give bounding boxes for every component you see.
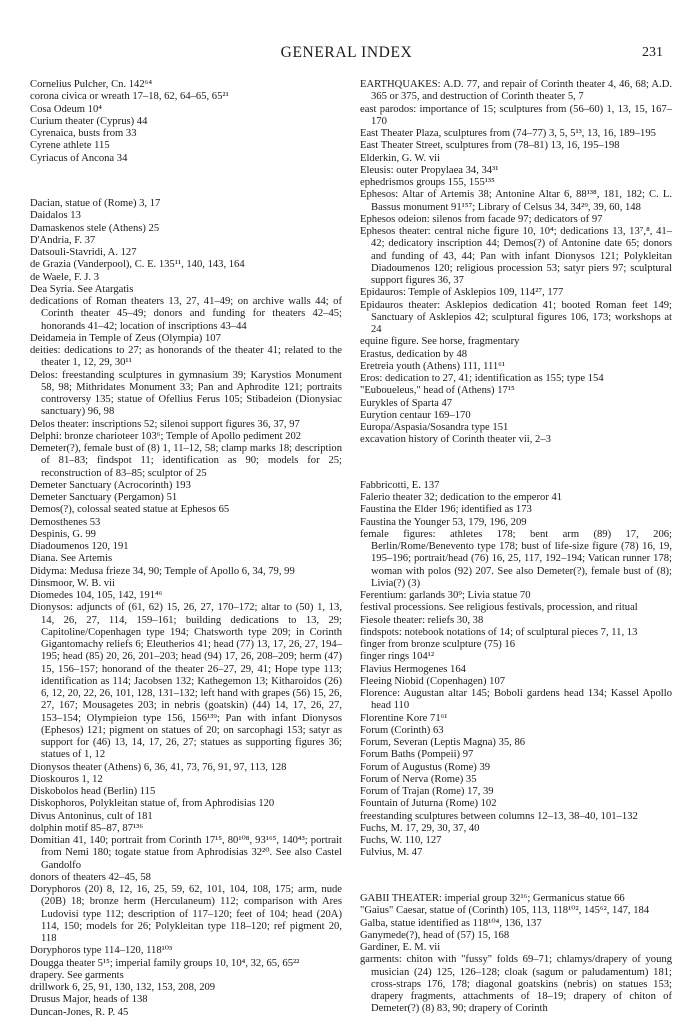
index-entry: Forum of Augustus (Rome) 39 xyxy=(360,761,491,773)
index-entry: finger from bronze sculpture (75) 16 xyxy=(360,639,516,651)
index-entry: Diskophoros, Polykleitan statue of, from Aphrodisias 120 xyxy=(30,798,275,810)
index-entry: Demosthenes 53 xyxy=(30,516,101,528)
index-entry: Cornelius Pulcher, Cn. 142⁶⁴ xyxy=(30,79,153,90)
index-entry: Cyrenaica, busts from 33 xyxy=(30,128,137,139)
index-entry: Divus Antoninus, cult of 181 xyxy=(30,810,153,822)
index-entry: Deidameia in Temple of Zeus (Olympia) 107 xyxy=(30,332,221,344)
index-entry: Cyriacus of Ancona 34 xyxy=(30,152,128,164)
index-entry: East Theater Plaza, sculptures from (74–77) 3, 5, 5¹³, 13, 16, 189–195 xyxy=(360,128,656,139)
index-entry: Doryphoros type 114–120, 118¹⁰³ xyxy=(30,945,173,957)
index-entry: Cyrene athlete 115 xyxy=(30,140,110,152)
index-entry: Eurytion centaur 169–170 xyxy=(360,409,471,421)
index-entry: Diskobolos head (Berlin) 115 xyxy=(30,786,156,798)
index-column-left xyxy=(30,79,342,1019)
index-entry: corona civica or wreath 17–18, 62, 64–65, 65²¹ xyxy=(30,91,229,103)
index-entry: Eretreia youth (Athens) 111, 111⁶¹ xyxy=(360,360,506,372)
index-entry: Duncan-Jones, R. P. 45 xyxy=(30,1006,129,1018)
index-entry: festival processions. See religious festivals, procession, and ritual xyxy=(360,602,638,614)
index-entry: equine figure. See horse, fragmentary xyxy=(360,336,520,348)
index-entry: Doryphoros (20) 8, 12, 16, 25, 59, 62, 101, 104, 108, 175; arm, nude (20B) 18; bronze herm (Herculaneum) 112; comparison with Ares Ludovisi type 112; description of 117–120; feet of 104; head (20A) 114, 150; models for 26; Polykleitan type 118–120; ref pigment 20, 118 xyxy=(30,884,342,945)
index-entry: Ephesos: Altar of Artemis 38; Antonine Altar 6, 88¹³⁸, 181, 182; C. L. Bassus monument 91¹⁵⁷; Library of Celsus 34, 34²⁹, 39, 60, 148 xyxy=(360,189,672,213)
index-entry: Delos theater: inscriptions 52; silenoi support figures 36, 37, 97 xyxy=(30,418,300,430)
index-entry: Demeter(?), female bust of (8) 1, 11–12, 58; clamp marks 18; description of 81–83; findspot 11; identification as 90; models for 25; reconstruction of 83–85; sculptor of 25 xyxy=(30,443,342,479)
index-entry: Ephesos odeion: silenos from facade 97; dedicators of 97 xyxy=(360,213,603,225)
index-entry: Epidauros theater: Asklepios dedication 41; booted Roman feet 149; Sanctuary of Asklepios 42; sculptural figures 106, 173; workshops at 24 xyxy=(360,299,672,335)
index-entry: East Theater Street, sculptures from (78–81) 13, 16, 195–198 xyxy=(360,140,620,152)
index-entry: Ephesos theater: central niche figure 10, 10⁴; dedications 13, 13⁷,⁸, 41–42; dedicatory inscription 44; Demos(?) of Antonine date 65; donors and funding of 43, 44; Pan with infant Dionysos 121; Polykleitan Diadoumenos 120; religious procession 53; satyr piers 97; sculptural support figures 36, 37 xyxy=(360,226,672,286)
index-entry: de Waele, F. J. 3 xyxy=(30,271,100,283)
index-entry: Dinsmoor, W. B. vii xyxy=(30,577,115,589)
index-entry: Forum of Trajan (Rome) 17, 39 xyxy=(360,786,494,798)
index-entry: "Gaius" Caesar, statue of (Corinth) 105, 113, 118¹⁰², 145⁶², 147, 184 xyxy=(360,905,650,917)
index-entry: Fabbricotti, E. 137 xyxy=(360,479,440,491)
index-entry: Drusus Major, heads of 138 xyxy=(30,994,148,1006)
index-entry: findspots: notebook notations of 14; of sculptural pieces 7, 11, 13 xyxy=(360,626,638,638)
index-entry: Forum of Nerva (Rome) 35 xyxy=(360,773,477,785)
index-entry: garments: chiton with "fussy" folds 69–71; chlamys/drapery of young musician (24) 125, 126–128; cloak (sagum or paludamentum) 181; cross-straps 176, 178; diagonal goatskins (nebris) on statues 153; drapery fragments, attachments of 18–19; drapery of chiton of Demeter(?) (8) 83, 90; drapery of Corinth xyxy=(360,954,672,1015)
index-entry: dedications of Roman theaters 13, 27, 41–49; on archive walls 44; of Corinth theater 45–49; donors and funding for theaters 42–45; honorands 41–42; location of inscriptions 43–44 xyxy=(30,296,342,332)
index-entry: EARTHQUAKES: A.D. 77, and repair of Corinth theater 4, 46, 68; A.D. 365 or 375, and destruction of Corinth theater 5, 7 xyxy=(360,79,672,103)
index-entry: Didyma: Medusa frieze 34, 90; Temple of Apollo 6, 34, 79, 99 xyxy=(30,565,295,577)
index-entry: Faustina the Elder 196; identified as 173 xyxy=(360,504,532,516)
section-gap xyxy=(360,457,672,469)
running-header xyxy=(0,44,693,66)
index-entry: Fiesole theater: reliefs 30, 38 xyxy=(360,614,484,626)
index-entry: "Euboueleus," head of (Athens) 17¹⁵ xyxy=(360,385,515,397)
index-entry: D'Andria, F. 37 xyxy=(30,234,96,246)
index-entry: Demeter Sanctuary (Acrocorinth) 193 xyxy=(30,479,191,491)
index-entry: de Grazia (Vanderpool), C. E. 135¹¹, 140, 143, 164 xyxy=(30,259,245,271)
index-entry: Flavius Hermogenes 164 xyxy=(360,663,466,675)
index-entry: Despinis, G. 99 xyxy=(30,528,96,540)
page-title: GENERAL INDEX xyxy=(280,44,413,61)
index-entry: Demos(?), colossal seated statue at Ephesos 65 xyxy=(30,504,230,516)
index-entry: Diadoumenos 120, 191 xyxy=(30,541,129,553)
index-entry: Faustina the Younger 53, 179, 196, 209 xyxy=(360,516,527,528)
index-entry: drillwork 6, 25, 91, 130, 132, 153, 208, 209 xyxy=(30,982,216,994)
index-entry: finger rings 104¹² xyxy=(360,651,435,663)
index-entry: ephedrismos groups 155, 155¹³⁵ xyxy=(360,177,495,188)
index-entry: Ferentium: garlands 30⁹; Livia statue 70 xyxy=(360,590,531,602)
index-entry: Epidauros: Temple of Asklepios 109, 114²⁷, 177 xyxy=(360,287,564,299)
index-entry: Diomedes 104, 105, 142, 191⁴⁶ xyxy=(30,590,163,602)
index-entry: Datsouli-Stavridi, A. 127 xyxy=(30,247,137,259)
index-entry: Florence: Augustan altar 145; Boboli gardens head 134; Kassel Apollo head 110 xyxy=(360,688,672,712)
page-number: 231 xyxy=(642,45,663,60)
index-entry: Eleusis: outer Propylaea 34, 34³¹ xyxy=(360,164,499,176)
index-entry: east parodos: importance of 15; sculptures from (56–60) 1, 13, 15, 167–170 xyxy=(360,103,672,127)
index-entry: Ganymede(?), head of (57) 15, 168 xyxy=(360,929,510,941)
index-entry: Dacian, statue of (Rome) 3, 17 xyxy=(30,198,161,210)
index-entry: Curium theater (Cyprus) 44 xyxy=(30,115,148,127)
index-entry: dolphin motif 85–87, 87¹³⁶ xyxy=(30,822,144,834)
index-entry: Fulvius, M. 47 xyxy=(360,847,423,859)
index-entry: Cosa Odeum 10⁴ xyxy=(30,103,102,115)
index-entry: Fountain of Juturna (Rome) 102 xyxy=(360,798,497,810)
index-entry: Galba, statue identified as 118¹⁰⁴, 136, 137 xyxy=(360,917,542,929)
index-entry: Damaskenos stele (Athens) 25 xyxy=(30,222,160,234)
index-entry: Fuchs, W. 110, 127 xyxy=(360,835,442,847)
index-entry: Eros: dedication to 27, 41; identification as 155; type 154 xyxy=(360,373,604,384)
index-entry: GABII THEATER: imperial group 32¹⁶; Germanicus statue 66 xyxy=(360,893,625,905)
section-gap xyxy=(30,175,342,187)
index-entry: Demeter Sanctuary (Pergamon) 51 xyxy=(30,492,178,504)
index-entry: Domitian 41, 140; portrait from Corinth 17¹⁵, 80¹⁰⁸, 93¹⁶⁵, 140⁴³; portrait from Nemi 180; togate statue from Aphrodisias 32²⁰. See also Castel Gandolfo xyxy=(30,835,342,871)
index-entry: Dioskouros 1, 12 xyxy=(30,773,103,785)
index-entry: Forum, Severan (Leptis Magna) 35, 86 xyxy=(360,737,526,749)
index-entry: excavation history of Corinth theater vii, 2–3 xyxy=(360,434,551,446)
index-entry: Dionysos theater (Athens) 6, 36, 41, 73, 76, 91, 97, 113, 128 xyxy=(30,761,287,773)
index-entry: Eurykles of Sparta 47 xyxy=(360,397,453,409)
index-entry: donors of theaters 42–45, 58 xyxy=(30,871,151,883)
index-entry: Dea Syria. See Atargatis xyxy=(30,283,134,295)
index-entry: freestanding sculptures between columns 12–13, 38–40, 101–132 xyxy=(360,810,638,822)
index-entry: Europa/Aspasia/Sosandra type 151 xyxy=(360,422,509,433)
index-entry: Elderkin, G. W. vii xyxy=(360,152,441,164)
index-entry: drapery. See garments xyxy=(30,969,124,981)
index-entry: Delos: freestanding sculptures in gymnasium 39; Karystios Monument 58, 98; Mithridates Monument 33; Pan and Aphrodite 121; portraits controversy 135; statue of Ofellius Ferus 105; Stibadeion (Dionysiac sanctuary) 96, 98 xyxy=(30,369,342,418)
index-entry: deities: dedications to 27; as honorands of the theater 41; related to the theater 1, 12, 29, 30¹¹ xyxy=(30,345,342,369)
index-entry: Forum Baths (Pompeii) 97 xyxy=(360,749,474,761)
index-column-right xyxy=(360,79,672,1016)
index-entry: Gardiner, E. M. vii xyxy=(360,942,441,954)
index-entry: female figures: athletes 178; bent arm (89) 17, 206; Berlin/Rome/Benevento type 178; bust of life-size figure (78) 16, 19, 195–196; portrait/head (76) 16, 25, 117, 192–194; Vatican runner 178; woman with polos (92) 207. See also Demeter(?), female bust of (8); Livia(?) (3) xyxy=(360,528,672,589)
index-entry: Fleeing Niobid (Copenhagen) 107 xyxy=(360,675,506,687)
index-entry: Dougga theater 5¹⁵; imperial family groups 10, 10⁴, 32, 65, 65²² xyxy=(30,957,300,969)
section-gap xyxy=(360,870,672,882)
index-entry: Falerio theater 32; dedication to the emperor 41 xyxy=(360,492,563,504)
index-entry: Forum (Corinth) 63 xyxy=(360,724,444,736)
index-entry: Florentine Kore 71⁶¹ xyxy=(360,712,448,724)
index-entry: Daidalos 13 xyxy=(30,210,81,222)
index-entry: Erastus, dedication by 48 xyxy=(360,348,468,360)
index-entry: Fuchs, M. 17, 29, 30, 37, 40 xyxy=(360,822,480,834)
index-entry: Delphi: bronze charioteer 103⁶; Temple of Apollo pediment 202 xyxy=(30,430,302,442)
index-entry: Dionysos: adjuncts of (61, 62) 15, 26, 27, 170–172; altar to (50) 1, 13, 14, 26, 27, 114, 159–161; building dedications to 13, 29; Capitoline/Copenhagen type 194; Chatsworth type 209; in Corinth Gigantomachy reliefs 6; Eleutherios 41; head (77) 13, 17, 26, 27, 194–195; head (85) 20, 26, 201–203; head (94) 17, 26, 208–209; herm (47) 15, 156–157; honorand of the theater 26–27, 29, 41; Hope type 113; identification as 114; Jacobsen 132; Kathegemon 13; Kitharoidos (26) 6, 12, 20, 22, 26, 101, 128, 131–132; left hand with grapes (56) 15, 26, 27, 167; Mousagetes 203; in nebris (goatskin) (44) 14, 17, 26, 27, 153–154; Olympieion type 156, 156¹³⁹; Pan with infant Dionysos (Ephesos) 121; pigment on statues of 20; on sarcophagi 153; satyr as support for (46) 13, 14, 17, 26, 27; statues as supporting figures 36; statues of 1, 12 xyxy=(30,602,342,761)
index-entry: Diana. See Artemis xyxy=(30,553,113,565)
